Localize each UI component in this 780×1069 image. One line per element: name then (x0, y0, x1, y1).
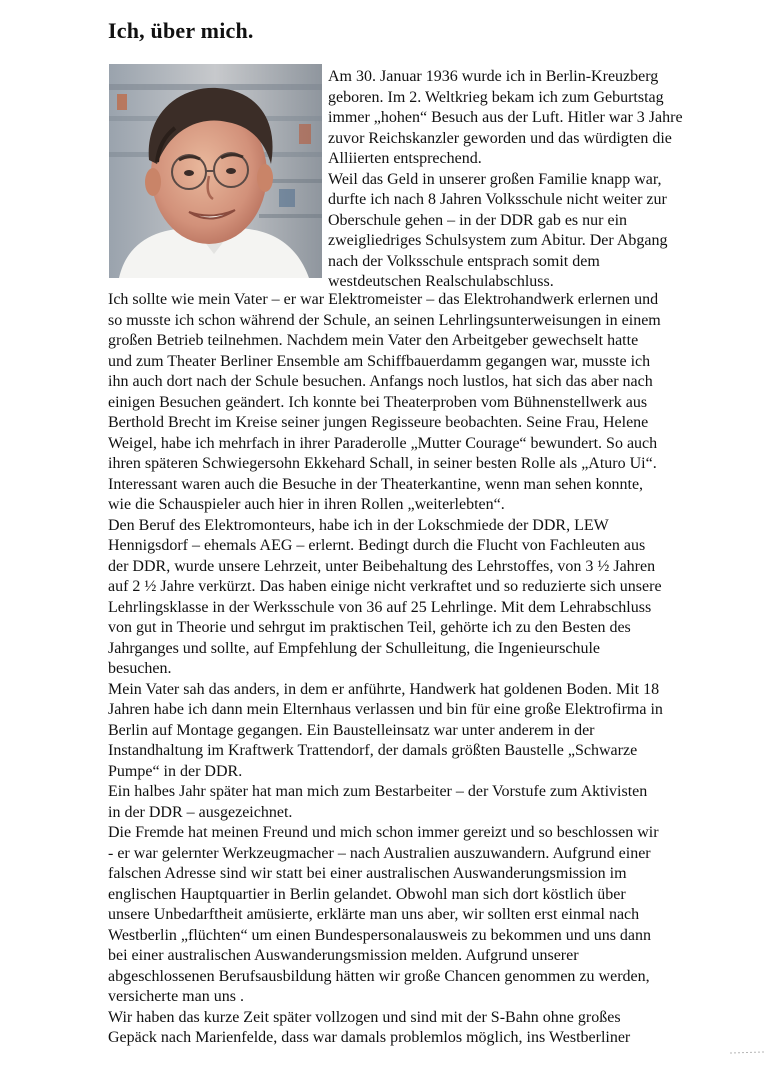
text-line: Die Fremde hat meinen Freund und mich schon immer gereizt und so beschlossen wir (108, 824, 659, 841)
portrait-illustration (109, 64, 322, 278)
text-line: Am 30. Januar 1936 wurde ich in Berlin-Kreuzberg (328, 68, 659, 85)
text-line: Ich sollte wie mein Vater – er war Elektromeister – das Elektrohandwerk erlernen und (108, 291, 659, 308)
text-line: abgeschlossenen Berufsausbildung hätten wir große Chancen genommen zu werden, (108, 967, 650, 985)
text-line: wie die Schauspieler auch hier in ihren Rollen „weiterlebten“. (108, 496, 505, 513)
text-line: nach der Volksschule entsprach somit dem (328, 252, 600, 270)
intro-paragraph (328, 67, 738, 293)
text-line: Jahrganges und sollte, auf Empfehlung der Schulleitung, die Ingenieurschule (108, 639, 601, 657)
text-line: Wir haben das kurze Zeit später vollzogen und sind mit der S-Bahn ohne großes (108, 1008, 621, 1026)
text-line: Weil das Geld in unserer großen Familie knapp war, (328, 170, 662, 188)
text-line: auf 2 ½ Jahre verkürzt. Das haben einige nicht verkraftet und so reduzierte sich unsere (108, 578, 662, 595)
text-line: versicherte man uns . (108, 988, 244, 1005)
text-line: immer „hohen“ Besuch aus der Luft. Hitler war 3 Jahre (328, 109, 683, 126)
text-line: Ein halbes Jahr später hat man mich zum Bestarbeiter – der Vorstufe zum Aktivisten (108, 783, 648, 800)
text-line: der DDR, wurde unsere Lehrzeit, unter Beibehaltung des Lehrstoffes, von 3 ½ Jahren (108, 557, 656, 575)
scan-artifact (730, 1050, 764, 1056)
text-line: - er war gelernter Werkzeugmacher – nach Australien auszuwandern. Aufgrund einer (108, 844, 651, 862)
portrait-photo (109, 64, 322, 278)
text-line: besuchen. (108, 660, 172, 677)
text-line: englischen Hauptquartier in Berlin gelandet. Obwohl man sich dort köstlich über (108, 885, 626, 903)
text-line: Lehrlingsklasse in der Werksschule von 36 auf 25 Lehrlinge. Mit dem Lehrabschluss (108, 598, 652, 616)
text-line: in der DDR – ausgezeichnet. (108, 803, 293, 821)
text-line: Pumpe“ in der DDR. (108, 762, 243, 780)
text-line: Hennigsdorf – ehemals AEG – erlernt. Bedingt durch die Flucht von Fachleuten aus (108, 537, 646, 554)
text-line: zuvor Reichskanzler geworden und das würdigten die (328, 129, 672, 147)
text-line: Instandhaltung im Kraftwerk Trattendorf, der damals größten Baustelle „Schwarze (108, 742, 638, 759)
text-line: Gepäck nach Marienfelde, dass war damals problemlos möglich, ins Westberliner (108, 1029, 631, 1046)
text-line: großen Betrieb teilnehmen. Nachdem mein Vater den Arbeitgeber gewechselt hatte (108, 332, 639, 349)
text-line: unsere Unbedarftheit amüsierte, erklärte man uns aber, wir sollten erst einmal nach (108, 906, 640, 923)
text-line: so musste ich schon während der Schule, an seinen Lehrlingsunterweisungen in einem (108, 311, 661, 329)
text-line: von gut in Theorie und sehrgut im praktischen Teil, gehörte ich zu den Besten des (108, 619, 631, 636)
text-line: falschen Adresse sind wir statt bei einer australischen Auswanderungsmission im (108, 865, 627, 882)
text-line: einigen Besuchen geändert. Ich konnte bei Theaterproben vom Bühnenstellwerk aus (108, 393, 648, 411)
text-line: ihn auch dort nach der Schule besuchen. Anfangs noch lustlos, hat sich das aber nach (108, 373, 653, 390)
text-line: Weigel, habe ich mehrfach in ihrer Paraderolle „Mutter Courage“ bewundert. So auch (108, 434, 658, 452)
text-line: westdeutschen Realschulabschluss. (328, 273, 554, 290)
text-line: Mein Vater sah das anders, in dem er anführte, Handwerk hat goldenen Boden. Mit 18 (108, 680, 660, 698)
text-line: und zum Theater Berliner Ensemble am Schiffbauerdamm gegangen war, musste ich (108, 352, 651, 370)
page-title: Ich, über mich. (108, 18, 254, 43)
text-line: Alliierten entsprechend. (328, 150, 482, 167)
text-line: geboren. Im 2. Weltkrieg bekam ich zum Geburtstag (328, 88, 664, 106)
text-line: bei einer australischen Auswanderungsmission melden. Aufgrund unserer (108, 947, 579, 964)
text-line: ihren späteren Schwiegersohn Ekkehard Schall, in seiner besten Rolle als „Aturo Ui“. (108, 455, 657, 472)
body-text (108, 290, 738, 1049)
text-line: Jahren habe ich dann mein Elternhaus verlassen und bin für eine große Elektrofirma in (108, 701, 663, 718)
text-line: Berthold Brecht im Kreise seiner jungen Regisseure beobachten. Seine Frau, Helene (108, 414, 649, 431)
text-line: durfte ich nach 8 Jahren Volksschule nicht weiter zur (328, 191, 667, 208)
text-line: Den Beruf des Elektromonteurs, habe ich in der Lokschmiede der DDR, LEW (108, 516, 609, 534)
text-line: Berlin auf Montage gegangen. Ein Baustelleinsatz war unter anderem in der (108, 721, 595, 739)
text-line: Oberschule gehen – in der DDR gab es nur ein (328, 211, 628, 229)
text-line: zweigliedriges Schulsystem zum Abitur. Der Abgang (328, 232, 668, 249)
text-line: Westberlin „flüchten“ um einen Bundespersonalausweis zu bekommen und uns dann (108, 926, 652, 944)
text-line: Interessant waren auch die Besuche in der Theaterkantine, wenn man sehen konnte, (108, 475, 644, 493)
